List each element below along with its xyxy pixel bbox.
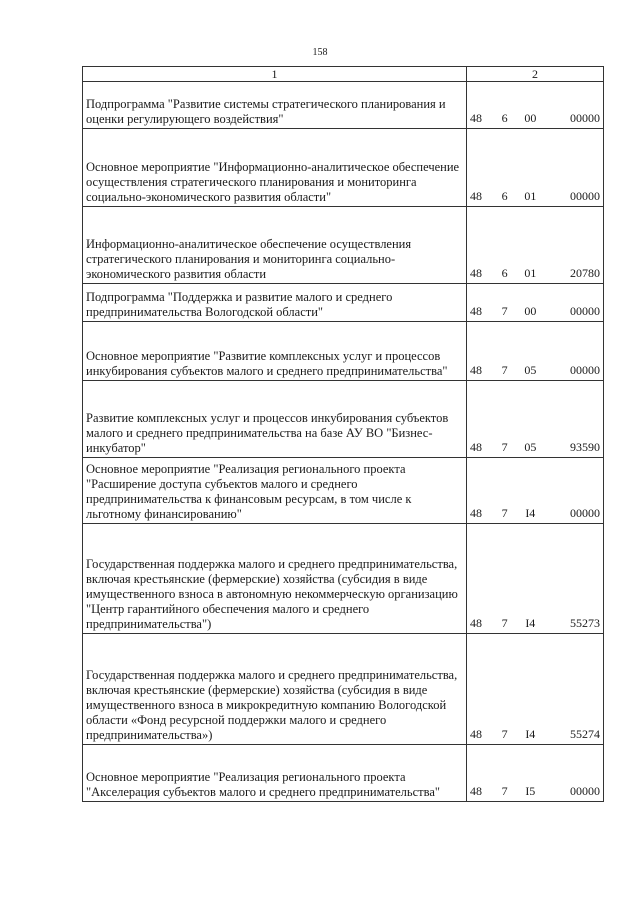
table-row [83, 634, 604, 745]
code-part: 55274 [569, 727, 600, 741]
row-code [467, 284, 604, 322]
code-part: 01 [524, 189, 537, 203]
code-part: 00 [524, 111, 537, 125]
code-part: 00000 [569, 784, 600, 798]
row-code [467, 634, 604, 745]
table-row [83, 129, 604, 207]
code-part: 6 [501, 111, 508, 125]
code-part: 00000 [569, 363, 600, 377]
code-part: 6 [501, 189, 508, 203]
code-part: 7 [501, 727, 508, 741]
code-part: 7 [501, 440, 508, 454]
code-part: 48 [470, 189, 482, 203]
code-part: 00000 [569, 111, 600, 125]
code-part: 48 [470, 304, 482, 318]
table-row [83, 458, 604, 524]
code-part: 7 [501, 363, 508, 377]
table-row [83, 381, 604, 458]
code-part: 7 [501, 616, 508, 630]
row-code [467, 82, 604, 129]
row-code [467, 129, 604, 207]
code-part: 7 [501, 506, 508, 520]
budget-classification-table [82, 66, 604, 802]
row-name: Основное мероприятие "Развитие комплексных услуг и процессов инкубирования субъектов малого и среднего предпринимательства" [83, 322, 467, 381]
code-part: 20780 [569, 266, 600, 280]
row-name: Основное мероприятие "Информационно-аналитическое обеспечение осуществления стратегического планирования и мониторинга социально-экономического развития области" [83, 129, 467, 207]
code-part: 48 [470, 111, 482, 125]
code-part: 48 [470, 616, 482, 630]
code-part: 48 [470, 506, 482, 520]
code-part: 48 [470, 727, 482, 741]
table-row [83, 322, 604, 381]
code-part: 00 [524, 304, 537, 318]
table-row [83, 745, 604, 802]
code-part: 00000 [569, 506, 600, 520]
code-part: I4 [525, 616, 536, 630]
row-code [467, 207, 604, 284]
row-name: Развитие комплексных услуг и процессов инкубирования субъектов малого и среднего предпринимательства на базе АУ ВО "Бизнес-инкубатор" [83, 381, 467, 458]
row-name: Государственная поддержка малого и среднего предпринимательства, включая крестьянские (фермерские) хозяйства (субсидия в виде имущественного взноса в микрокредитную компанию Вологодской области «Фонд ресурсной поддержки малого и среднего предпринимательства») [83, 634, 467, 745]
code-part: 00000 [569, 189, 600, 203]
row-code [467, 745, 604, 802]
column-header-1: 1 [83, 67, 467, 82]
code-part: 05 [524, 363, 537, 377]
code-part: 55273 [569, 616, 600, 630]
code-part: I5 [525, 784, 536, 798]
code-part: 6 [501, 266, 508, 280]
row-name: Информационно-аналитическое обеспечение осуществления стратегического планирования и мониторинга социально-экономического развития области [83, 207, 467, 284]
code-part: 93590 [569, 440, 600, 454]
table-row [83, 524, 604, 634]
code-part: I4 [525, 727, 536, 741]
row-code [467, 381, 604, 458]
row-code [467, 524, 604, 634]
code-part: 7 [501, 784, 508, 798]
code-part: 48 [470, 363, 482, 377]
row-name: Государственная поддержка малого и среднего предпринимательства, включая крестьянские (фермерские) хозяйства (субсидия в виде имущественного взноса в автономную некоммерческую организацию "Центр гарантийного обеспечения малого и среднего предпринимательства") [83, 524, 467, 634]
table-row [83, 207, 604, 284]
code-part: 05 [524, 440, 537, 454]
code-part: I4 [525, 506, 536, 520]
code-part: 48 [470, 784, 482, 798]
row-code [467, 322, 604, 381]
row-name: Подпрограмма "Поддержка и развитие малого и среднего предпринимательства Вологодской области" [83, 284, 467, 322]
code-part: 48 [470, 440, 482, 454]
page-number: 158 [312, 47, 328, 58]
table-row [83, 284, 604, 322]
code-part: 01 [524, 266, 537, 280]
table-row [83, 82, 604, 129]
column-header-2: 2 [467, 67, 604, 82]
row-name: Подпрограмма "Развитие системы стратегического планирования и оценки регулирующего воздействия" [83, 82, 467, 129]
code-part: 48 [470, 266, 482, 280]
table-header-row [83, 67, 604, 82]
code-part: 00000 [569, 304, 600, 318]
code-part: 7 [501, 304, 508, 318]
row-code [467, 458, 604, 524]
row-name: Основное мероприятие "Реализация регионального проекта "Расширение доступа субъектов малого и среднего предпринимательства к финансовым ресурсам, в том числе к льготному финансированию" [83, 458, 467, 524]
row-name: Основное мероприятие "Реализация регионального проекта "Акселерация субъектов малого и среднего предпринимательства" [83, 745, 467, 802]
